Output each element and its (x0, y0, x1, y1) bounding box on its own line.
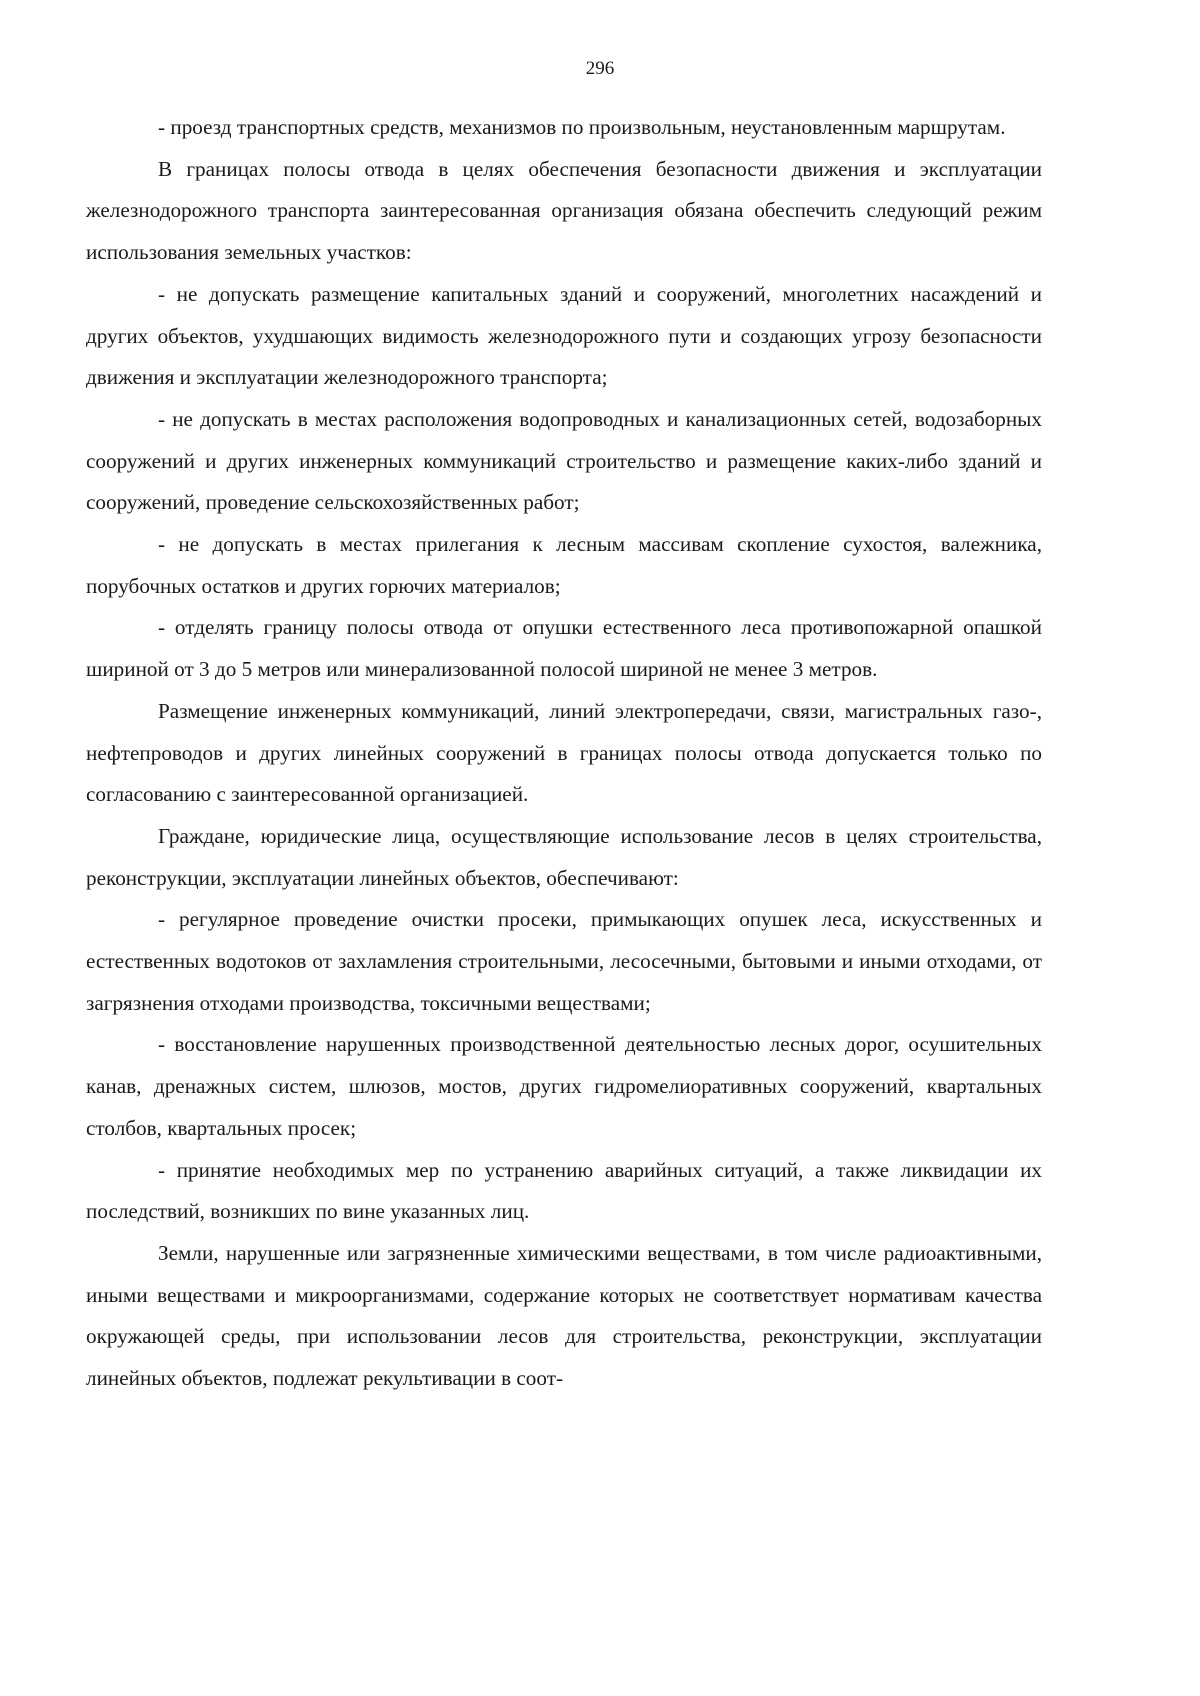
paragraph-10: - восстановление нарушенных производственной деятельностью лесных дорог, осушительных канав, дренажных систем, шлюзов, мостов, других гидромелиоративных сооружений, квартальных столбов, квартальных просек; (86, 1032, 1042, 1140)
paragraph-9: - регулярное проведение очистки просеки, примыкающих опушек леса, искусственных и естественных водотоков от захламления строительными, лесосечными, бытовыми и иными отходами, от загрязнения отходами производства, токсичными веществами; (86, 907, 1042, 1015)
paragraph-8: Граждане, юридические лица, осуществляющие использование лесов в целях строительства, реконструкции, эксплуатации линейных объектов, обеспечивают: (86, 823, 1042, 890)
paragraph-7: Размещение инженерных коммуникаций, линий электропередачи, связи, магистральных газо-, нефтепроводов и других линейных сооружений в границах полосы отвода допускается только по согласованию с заинтересованной организацией. (86, 698, 1042, 807)
paragraph-11: - принятие необходимых мер по устранению аварийных ситуаций, а также ликвидации их последствий, возникших по вине указанных лиц. (86, 1157, 1042, 1224)
paragraph-2: В границах полосы отвода в целях обеспечения безопасности движения и эксплуатации железнодорожного транспорта заинтересованная организация обязана обеспечить следующий режим использования земельных участков: (86, 156, 1042, 265)
paragraph-3: - не допускать размещение капитальных зданий и сооружений, многолетних насаждений и других объектов, ухудшающих видимость железнодорожного пути и создающих угрозу безопасности движения и эксплуатации железнодорожного транспорта; (86, 281, 1042, 390)
paragraph-5: - не допускать в местах прилегания к лесным массивам скопление сухостоя, валежника, порубочных остатков и других горючих материалов; (86, 532, 1042, 598)
paragraph-1: - проезд транспортных средств, механизмов по произвольным, неустановленным маршрутам. (158, 115, 1006, 139)
page-number: 296 (585, 58, 615, 79)
paragraph-4: - не допускать в местах расположения водопроводных и канализационных сетей, водозаборных сооружений и других инженерных коммуникаций строительство и размещение каких-либо зданий и сооружений, проведение сельскохозяйственных работ; (86, 406, 1042, 515)
document-body (86, 107, 1042, 1400)
paragraph-6: - отделять границу полосы отвода от опушки естественного леса противопожарной опашкой шириной от 3 до 5 метров или минерализованной полосой шириной не менее 3 метров. (86, 615, 1042, 682)
paragraph-12: Земли, нарушенные или загрязненные химическими веществами, в том числе радиоактивными, иными веществами и микроорганизмами, содержание которых не соответствует нормативам качества окружающей среды, при использовании лесов для строительства, реконструкции, эксплуатации линейных объектов, подлежат рекультивации в соот- (86, 1240, 1042, 1391)
